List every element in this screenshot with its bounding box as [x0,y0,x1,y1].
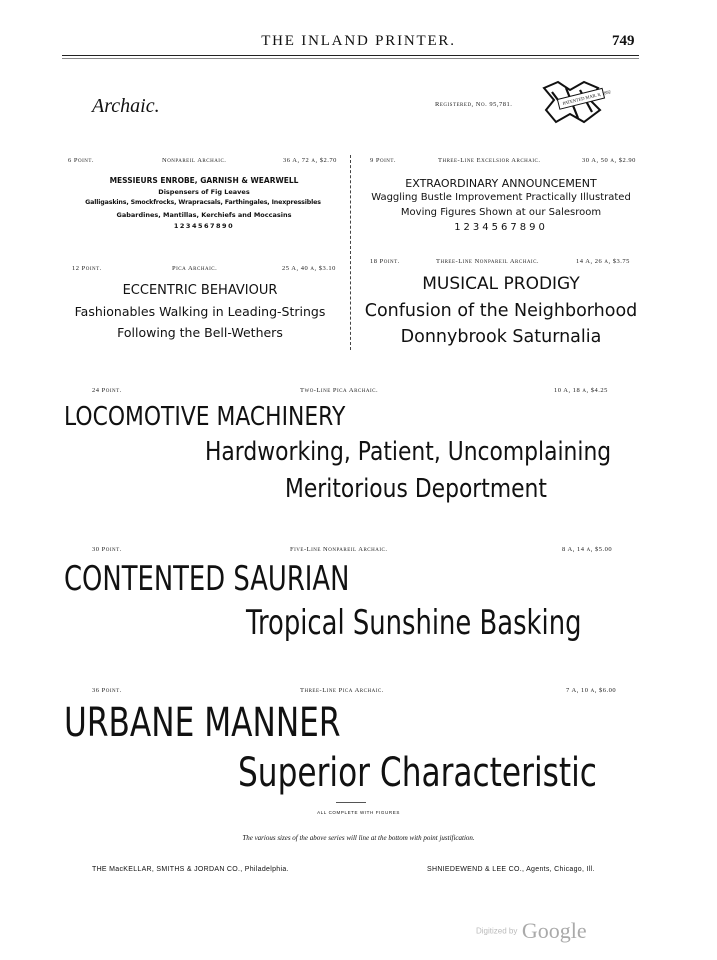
spec-name-30: Five-Line Nonpareil Archaic. [290,546,388,553]
spec-size-24: 24 Point. [92,387,122,394]
spec-name-12: Pica Archaic. [172,265,218,272]
spec-name-6: Nonpareil Archaic. [162,157,227,164]
spec-price-12: 25 A, 40 a, $3.10 [282,265,336,272]
figures-note: ALL COMPLETE WITH FIGURES [317,810,400,815]
column-divider [350,155,351,350]
specimen-18-line-2: Confusion of the Neighborhood [364,301,638,321]
specimen-6-line-5: 1234567890 [173,222,235,230]
spec-size-18: 18 Point. [370,258,400,265]
spec-price-30: 8 A, 14 a, $5.00 [562,546,613,553]
specimen-30-line-2: Tropical Sunshine Basking [246,603,582,643]
spec-size-6: 6 Point. [68,157,95,164]
running-head: THE INLAND PRINTER. [261,33,456,49]
watermark-prefix: Digitized by [476,926,518,936]
google-logo-text: Google [521,918,587,943]
specimen-18-line-1: MUSICAL PRODIGY [422,274,580,294]
spec-name-24: Two-Line Pica Archaic. [300,387,379,394]
specimen-9-line-4: 1234567890 [454,222,548,233]
spec-size-9: 9 Point. [370,157,397,164]
specimen-30-line-1: CONTENTED SAURIAN [64,559,350,599]
spec-name-9: Three-Line Excelsior Archaic. [438,157,541,164]
spec-price-9: 30 A, 50 a, $2.90 [582,157,636,164]
spec-size-36: 36 Point. [92,687,122,694]
specimen-24-line-1: LOCOMOTIVE MACHINERY [64,402,346,432]
spec-name-36: Three-Line Pica Archaic. [300,687,384,694]
specimen-24-line-2: Hardworking, Patient, Uncomplaining [205,437,612,467]
registered-note: Registered, No. 95,781. [435,101,513,108]
specimen-12-line-3: Following the Bell-Wethers [117,325,283,340]
spec-size-30: 30 Point. [92,546,122,553]
spec-price-18: 14 A, 26 a, $3.75 [576,258,630,265]
specimen-6-line-1: MESSIEURS ENROBE, GARNISH & WEARWELL [109,176,299,185]
specimen-6-line-2: Dispensers of Fig Leaves [158,188,250,196]
specimen-18-line-3: Donnybrook Saturnalia [400,327,602,347]
specimen-36-line-1: URBANE MANNER [64,700,341,746]
specimen-24-line-3: Meritorious Deportment [285,474,547,504]
spec-price-6: 36 A, 72 a, $2.70 [283,157,337,164]
spec-price-24: 10 A, 18 a, $4.25 [554,387,608,394]
spec-price-36: 7 A, 10 a, $6.00 [566,687,617,694]
justification-note: The various sizes of the above series will line at the bottom with point justification. [242,834,475,842]
header-rule [62,55,639,56]
specimen-9-line-3: Moving Figures Shown at our Salesroom [400,207,602,218]
specimen-12-line-2: Fashionables Walking in Leading-Strings [74,304,326,319]
right-company: SHNIEDEWEND & LEE CO., Agents, Chicago, Ill. [427,866,595,873]
specimen-6-line-4: Gabardines, Mantillas, Kerchiefs and Moccasins [116,211,292,219]
spec-name-18: Three-Line Nonpareil Archaic. [436,258,540,265]
header-rule-thin [62,58,639,59]
figures-rule [336,802,366,803]
left-company: THE MacKELLAR, SMITHS & JORDAN CO., Philadelphia. [92,866,289,873]
spec-size-12: 12 Point. [72,265,102,272]
specimen-9-line-1: EXTRAORDINARY ANNOUNCEMENT [405,177,597,190]
archaic-heading: Archaic. [92,95,160,117]
page-number: 749 [612,33,635,49]
specimen-6-line-3: Galligaskins, Smockfrocks, Wrapracsals, Farthingales, Inexpressibles [85,199,321,206]
specimen-12-line-1: ECCENTRIC BEHAVIOUR [122,283,278,298]
specimen-36-line-2: Superior Characteristic [238,750,597,796]
watermark [476,918,587,944]
trademark-stamp-text: PATENTED MAR. 8, 1892 [562,89,612,106]
specimen-9-line-2: Waggling Bustle Improvement Practically Illustrated [371,192,631,203]
trademark-stamp [540,78,612,126]
